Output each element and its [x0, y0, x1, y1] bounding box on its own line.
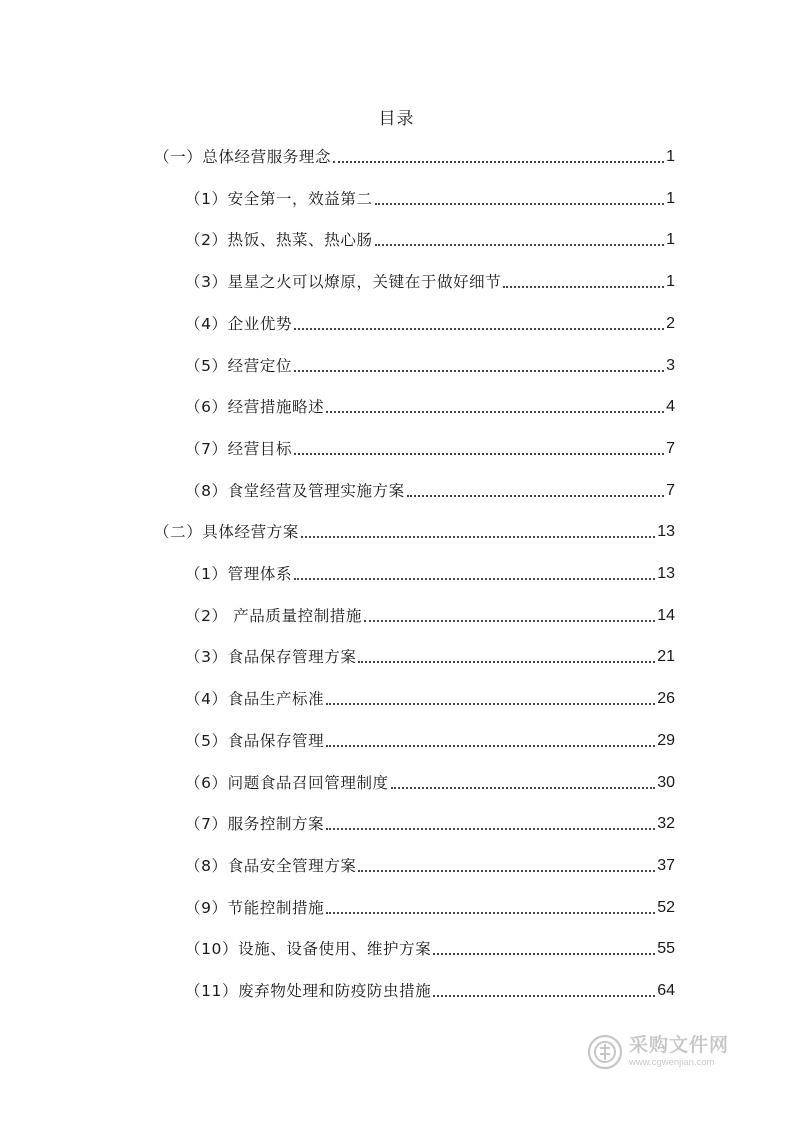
toc-leader-dots: [358, 661, 655, 663]
toc-entry[interactable]: [0, 563, 793, 585]
toc-leader-dots: [364, 620, 655, 622]
toc-entry[interactable]: [0, 188, 793, 210]
toc-entry-label: （7）服务控制方案: [185, 815, 325, 833]
toc-entry[interactable]: [0, 897, 793, 919]
toc-entry-page: 2: [666, 315, 675, 332]
toc-leader-dots: [326, 411, 664, 413]
toc-entry-label: （8）食堂经营及管理实施方案: [185, 482, 405, 500]
toc-entry-page: 55: [657, 940, 675, 957]
toc-entry[interactable]: [0, 229, 793, 251]
toc-entry-label: （6）经营措施略述: [185, 398, 325, 416]
toc-entry[interactable]: [0, 605, 793, 627]
toc-entry-page: 30: [657, 774, 675, 791]
toc-leader-dots: [294, 328, 664, 330]
toc-entry[interactable]: [0, 396, 793, 418]
toc-leader-dots: [301, 536, 655, 538]
toc-leader-dots: [294, 453, 664, 455]
toc-entry-page: 1: [666, 231, 675, 248]
toc-entry-label: （1）安全第一，效益第二: [185, 190, 373, 208]
toc-leader-dots: [407, 495, 664, 497]
toc-entry-label: （10）设施、设备使用、维护方案: [185, 940, 432, 958]
toc-title: 目录: [378, 109, 415, 129]
toc-entry-page: 1: [666, 148, 675, 165]
toc-entry-page: 3: [666, 357, 675, 374]
toc-entry-label: （2）热饭、热菜、热心肠: [185, 231, 373, 249]
toc-entry-page: 13: [657, 565, 675, 582]
toc-entry-page: 29: [657, 732, 675, 749]
watermark-name: 采购文件网: [629, 1034, 730, 1057]
toc-entry-label: （3）食品保存管理方案: [185, 648, 357, 666]
toc-entry[interactable]: [0, 146, 793, 168]
toc-entry-label: （9）节能控制措施: [185, 899, 325, 917]
toc-entry-page: 1: [666, 273, 675, 290]
toc-entry-label: （1）管理体系: [185, 565, 293, 583]
toc-entry-label: （6）问题食品召回管理制度: [185, 774, 389, 792]
toc-entry-label: （5）经营定位: [185, 357, 293, 375]
toc-leader-dots: [326, 703, 655, 705]
toc-entry[interactable]: [0, 438, 793, 460]
watermark: [587, 1030, 747, 1074]
toc-entry[interactable]: [0, 313, 793, 335]
toc-entry[interactable]: [0, 646, 793, 668]
toc-entry-page: 52: [657, 899, 675, 916]
toc-leader-dots: [326, 828, 655, 830]
toc-leader-dots: [333, 161, 664, 163]
toc-leader-dots: [294, 370, 664, 372]
toc-entry[interactable]: [0, 855, 793, 877]
toc-entry[interactable]: [0, 938, 793, 960]
toc-entry-page: 1: [666, 190, 675, 207]
toc-entry-page: 26: [657, 690, 675, 707]
toc-leader-dots: [433, 995, 655, 997]
toc-entry[interactable]: [0, 980, 793, 1002]
toc-leader-dots: [294, 578, 655, 580]
toc-entry[interactable]: [0, 271, 793, 293]
toc-entry[interactable]: [0, 688, 793, 710]
toc-entry-label: （11）废弃物处理和防疫防虫措施: [185, 982, 432, 1000]
toc-entry[interactable]: [0, 480, 793, 502]
toc-leader-dots: [326, 912, 655, 914]
toc-leader-dots: [503, 286, 664, 288]
toc-leader-dots: [375, 203, 665, 205]
toc-entry[interactable]: [0, 730, 793, 752]
toc-entry[interactable]: [0, 355, 793, 377]
toc-leader-dots: [433, 953, 655, 955]
toc-entry-label: （8）食品安全管理方案: [185, 857, 357, 875]
toc-entry-page: 4: [666, 398, 675, 415]
toc-entry[interactable]: [0, 772, 793, 794]
toc-entry-label: （3）星星之火可以燎原，关键在于做好细节: [185, 273, 502, 291]
cgwenjian-logo-icon: [587, 1034, 623, 1070]
toc-entry-page: 37: [657, 857, 675, 874]
toc-entry-label: （4）食品生产标准: [185, 690, 325, 708]
toc-entry-page: 13: [657, 523, 675, 540]
toc-entry-page: 14: [657, 607, 675, 624]
toc-leader-dots: [375, 244, 665, 246]
toc-entry-label: （二）具体经营方案: [154, 523, 299, 541]
toc-entry[interactable]: [0, 521, 793, 543]
toc-entry[interactable]: [0, 813, 793, 835]
toc-entry-page: 21: [657, 648, 675, 665]
toc-entry-page: 7: [666, 482, 675, 499]
toc-entry-label: （4）企业优势: [185, 315, 293, 333]
toc-leader-dots: [326, 745, 655, 747]
toc-entry-label: （一）总体经营服务理念: [154, 148, 332, 166]
toc-entry-page: 7: [666, 440, 675, 457]
toc-entry-page: 32: [657, 815, 675, 832]
watermark-url: www.cgwenjian.com: [629, 1057, 715, 1069]
toc-leader-dots: [358, 870, 655, 872]
toc-leader-dots: [391, 787, 656, 789]
toc-entry-label: （7）经营目标: [185, 440, 293, 458]
toc-entry-page: 64: [657, 982, 675, 999]
toc-entry-label: （5）食品保存管理: [185, 732, 325, 750]
toc-entry-label: （2） 产品质量控制措施: [185, 607, 362, 625]
